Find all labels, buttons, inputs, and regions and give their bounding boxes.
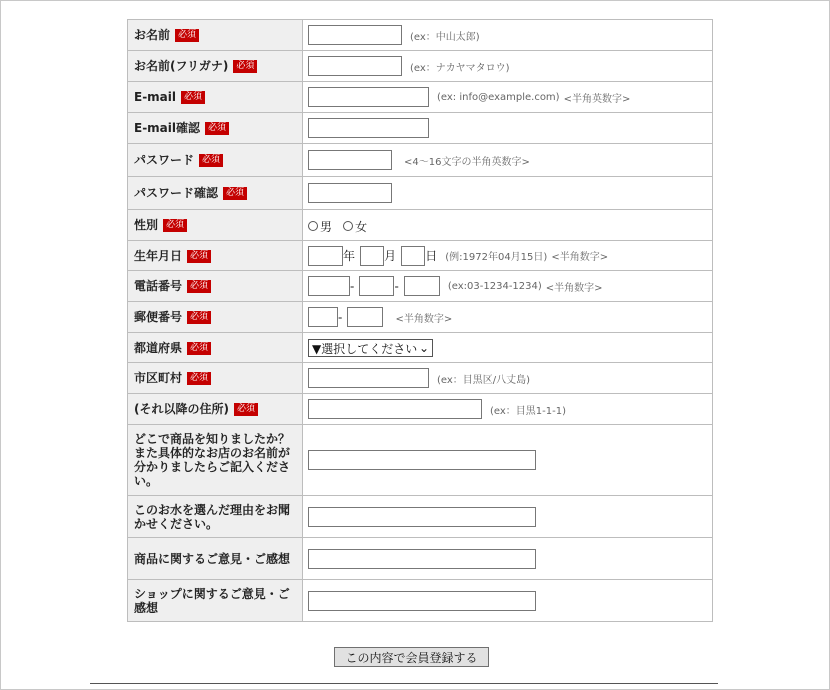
gender-male-radio[interactable]: 男 [308,218,332,235]
phone-hint-format: <半角数字> [545,282,603,294]
postal-separator: - [338,310,343,325]
city-input[interactable] [308,368,429,388]
chevron-down-icon: ⌄ [418,341,429,356]
row-email-confirm [128,113,713,144]
city-hint: (ex：目黒区/八丈島) [437,374,531,386]
required-badge: 必須 [175,29,199,42]
row-password [128,144,713,177]
birthday-label: 生年月日 [134,248,183,263]
password-confirm-label: パスワード確認 [134,186,219,200]
password-label: パスワード [134,153,195,167]
registration-form [127,19,713,622]
address-label: (それ以降の住所) [134,402,229,416]
phone-last-input[interactable] [404,276,440,296]
row-q-product [128,538,713,580]
postal-hint: <半角数字> [395,313,453,325]
kana-hint: (ex：ナカヤマタロウ) [410,62,510,74]
row-q-reason [128,496,713,538]
gender-label: 性別 [134,218,159,232]
required-badge: 必須 [199,154,223,167]
radio-circle-icon [308,221,318,231]
q-product-input[interactable] [308,549,536,569]
required-badge: 必須 [187,372,211,385]
row-address [128,394,713,425]
q-reason-input[interactable] [308,507,536,527]
required-badge: 必須 [187,311,211,324]
name-input[interactable] [308,25,402,45]
q-shop-label: ショップに関するご意見・ご感想 [134,586,290,615]
name-label-cell [128,20,303,51]
email-confirm-input[interactable] [308,118,429,138]
required-badge: 必須 [187,250,211,263]
q-product-label: 商品に関するご意見・ご感想 [134,551,291,566]
bottom-divider [90,683,718,684]
required-badge: 必須 [181,91,205,104]
email-confirm-label: E-mail確認 [134,121,201,135]
month-unit: 月 [384,249,397,264]
email-label: E-mail [134,90,177,104]
row-birthday [128,241,713,271]
row-password-confirm [128,177,713,210]
name-label: お名前 [134,28,171,42]
q-shop-input[interactable] [308,591,536,611]
q-source-label: どこで商品を知りましたか？また具体的なお店のお名前が分かりましたらご記入ください。 [134,432,291,488]
row-city [128,363,713,394]
prefecture-selected: ▼選択してください [312,341,418,356]
row-postal [128,302,713,333]
birth-day-input[interactable] [401,246,425,266]
password-confirm-input[interactable] [308,183,392,203]
password-input[interactable] [308,150,392,170]
day-unit: 日 [425,249,438,264]
phone-separator: - [350,279,355,294]
row-kana [128,51,713,82]
phone-area-input[interactable] [308,276,350,296]
email-hint: (ex: info@example.com) [437,91,560,103]
required-badge: 必須 [187,342,211,355]
row-gender [128,210,713,241]
row-name [128,20,713,51]
kana-label: お名前(フリガナ) [134,59,229,73]
birthday-hint-format: <半角数字> [551,252,609,264]
row-q-source [128,425,713,496]
postal-label: 郵便番号 [134,310,183,324]
phone-middle-input[interactable] [359,276,394,296]
email-hint-format: <半角英数字> [563,93,631,105]
gender-female-radio[interactable]: 女 [343,218,367,235]
birth-month-input[interactable] [360,246,384,266]
birthday-hint: (例:1972年04月15日) [445,252,548,264]
prefecture-label: 都道府県 [134,340,183,355]
q-source-input[interactable] [308,450,536,470]
postal-first-input[interactable] [308,307,338,327]
required-badge: 必須 [187,280,211,293]
kana-input[interactable] [308,56,402,76]
row-prefecture [128,333,713,363]
birth-year-input[interactable] [308,246,343,266]
required-badge: 必須 [234,403,258,416]
required-badge: 必須 [205,122,229,135]
phone-hint: (ex:03-1234-1234) [447,280,542,292]
year-unit: 年 [343,249,356,264]
row-email [128,82,713,113]
name-hint: (ex：中山太郎) [410,31,480,43]
password-hint: <4～16文字の半角英数字> [404,156,530,168]
phone-separator: - [394,279,399,294]
email-input[interactable] [308,87,429,107]
radio-circle-icon [343,221,353,231]
address-hint: (ex：目黒1-1-1) [490,405,567,417]
submit-button[interactable]: この内容で会員登録する [334,647,489,667]
phone-label: 電話番号 [134,279,183,293]
address-input[interactable] [308,399,482,419]
row-q-shop [128,580,713,622]
postal-second-input[interactable] [347,307,383,327]
required-badge: 必須 [223,187,247,200]
row-phone [128,271,713,302]
city-label: 市区町村 [134,371,183,385]
q-reason-label: このお水を選んだ理由をお聞かせください。 [134,502,291,531]
required-badge: 必須 [233,60,257,73]
required-badge: 必須 [163,219,187,232]
prefecture-select[interactable] [308,339,433,357]
